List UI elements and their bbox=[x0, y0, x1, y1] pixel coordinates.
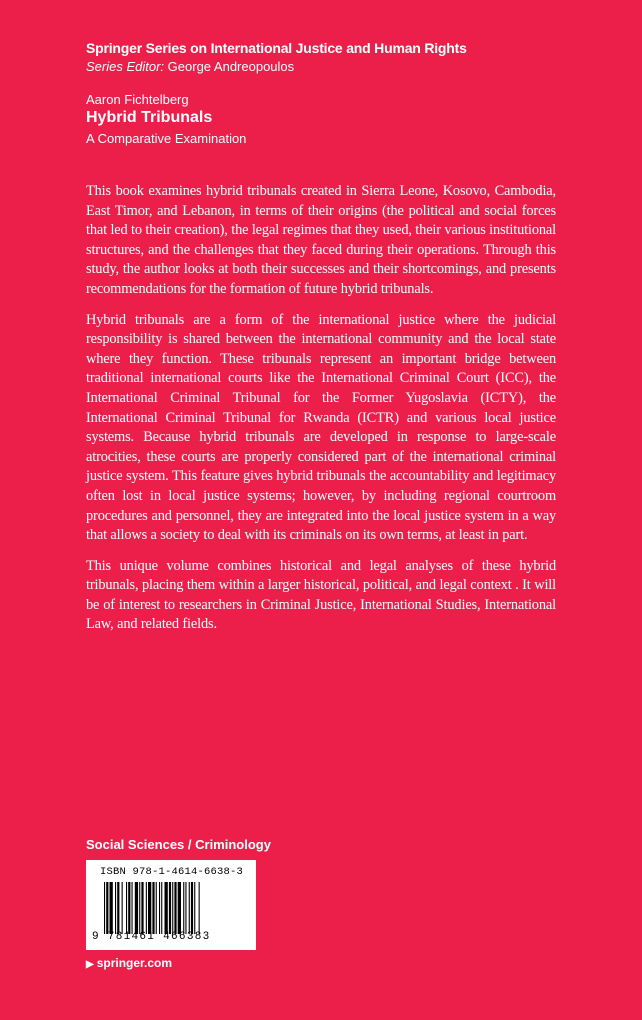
description-paragraph-1: This book examines hybrid tribunals created in Sierra Leone, Kosovo, Cambodia, East Timor, and Lebanon, in terms of their origins (the political and social forces that led to their creation), the legal regimes that they used, their various institutional structures, and the challenges that they faced during their operations. Through this study, the author looks at both their successes and their shortcomings, and presents recommendations for the formation of future hybrid tribunals. bbox=[86, 183, 556, 297]
book-author: Aaron Fichtelberg bbox=[86, 92, 189, 107]
publisher-url: springer.com bbox=[96, 956, 173, 970]
description-paragraph-3: This unique volume combines historical and legal analyses of these hybrid tribunals, placing them within a larger historical, political, and legal context . It will be of interest to researchers in Criminal Justice, International Studies, International Law, and related fields. bbox=[86, 557, 556, 633]
barcode-bars bbox=[104, 882, 240, 934]
series-title: Springer Series on International Justice and Human Rights bbox=[86, 40, 467, 56]
description-paragraph-2: Hybrid tribunals are a form of the international justice where the judicial responsibility is shared between the international community and the local state where they function. These tribunals represent an important bridge between traditional international courts like the International Criminal Court (ICC), the International Criminal Tribunal for the Former Yugoslavia (ICTY), the International Criminal Tribunal for Rwanda (ICTR) and various local justice systems. Because hybrid tribunals are developed in response to large-scale atrocities, these courts are properly considered part of the international criminal justice system. This feature gives hybrid tribunals the accountability and legitimacy often lost in local justice systems; however, by including regional courtroom procedures and personnel, they are integrated into the local justice system in a way that allows a society to deal with its criminals on its own terms, at least in part. bbox=[86, 311, 556, 544]
subject-category: Social Sciences / Criminology bbox=[86, 837, 271, 852]
book-subtitle: A Comparative Examination bbox=[86, 131, 247, 146]
book-description bbox=[86, 182, 556, 646]
isbn-barcode bbox=[86, 860, 256, 950]
series-editor bbox=[86, 59, 566, 74]
book-info bbox=[86, 92, 566, 146]
series-editor-name: George Andreopoulos bbox=[167, 59, 295, 74]
isbn-text: ISBN 978-1-4614-6638-3 bbox=[100, 866, 244, 878]
book-title: Hybrid Tribunals bbox=[86, 109, 213, 126]
series-header bbox=[86, 40, 566, 74]
triangle-right-icon: ▶ bbox=[86, 959, 94, 970]
ean-digits: 9 781461 466383 bbox=[92, 931, 211, 943]
publisher-link[interactable] bbox=[86, 956, 172, 970]
series-editor-label: Series Editor: bbox=[86, 59, 165, 74]
